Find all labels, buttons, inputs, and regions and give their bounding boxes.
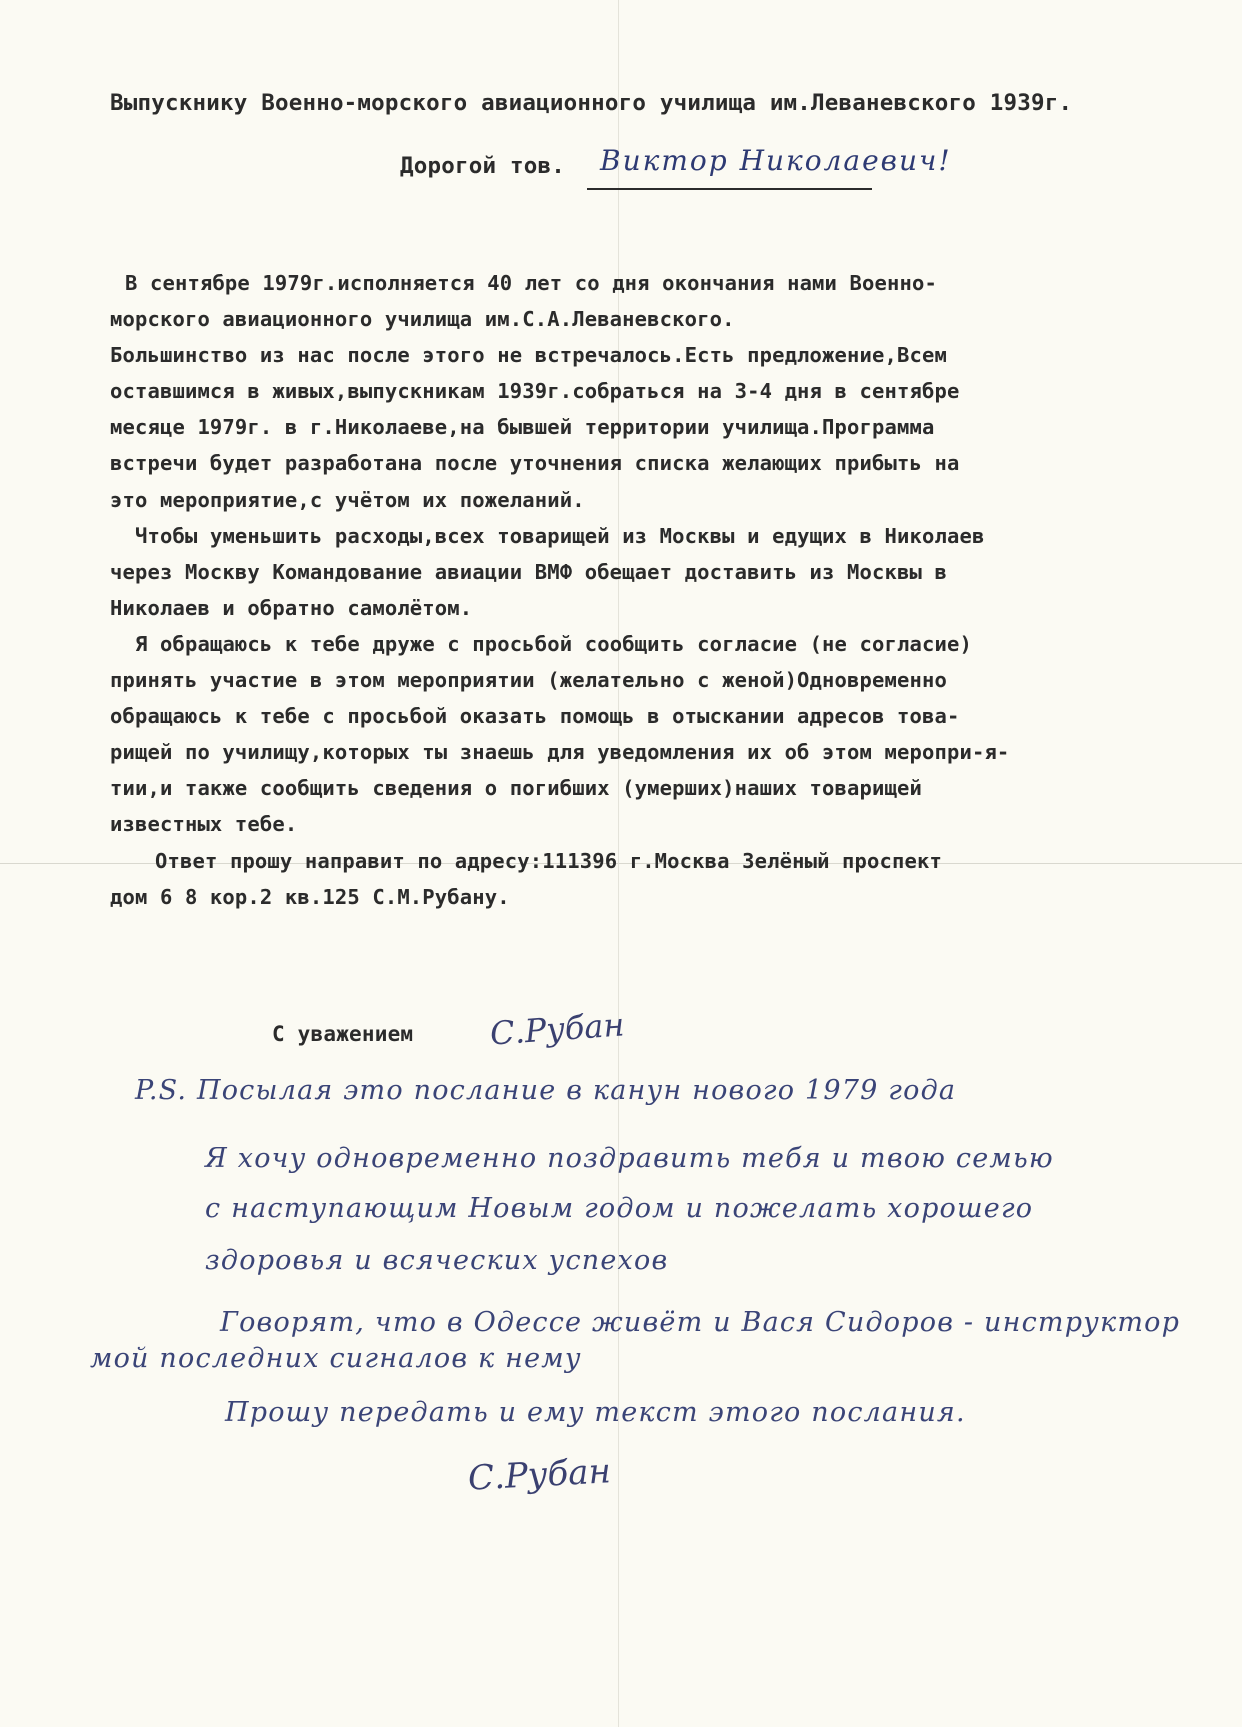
- postscript-line: P.S. Посылая это послание в канун нового 1979 года: [135, 1075, 957, 1106]
- postscript-signature-handwritten: С.Рубан: [467, 1451, 612, 1499]
- postscript-line: Говорят, что в Одессе живёт и Вася Сидоров - инструктор: [220, 1307, 1181, 1338]
- salutation-prefix: Дорогой тов.: [400, 153, 565, 179]
- postscript-line: Я хочу одновременно поздравить тебя и твою семью: [205, 1143, 1054, 1174]
- postscript-line: здоровья и всяческих успехов: [205, 1245, 669, 1276]
- body-line: встречи будет разработана после уточнения списка желающих прибыть на: [110, 451, 960, 476]
- postscript-line: мой последних сигналов к нему: [90, 1343, 582, 1374]
- body-line: принять участие в этом мероприятии (желательно с женой)Одновременно: [110, 668, 947, 693]
- body-line: через Москву Командование авиации ВМФ обещает доставить из Москвы в: [110, 559, 947, 584]
- body-line: рищей по училищу,которых ты знаешь для уведомления их об этом меропри-я-: [110, 740, 1010, 765]
- body-line: это мероприятие,с учётом их пожеланий.: [110, 487, 585, 512]
- body-line: месяце 1979г. в г.Николаеве,на бывшей территории училища.Программа: [110, 415, 935, 440]
- body-line: Чтобы уменьшить расходы,всех товарищей из Москвы и едущих в Николаев: [135, 523, 985, 548]
- body-line: Ответ прошу направит по адресу:111396 г.Москва Зелёный проспект: [155, 848, 942, 873]
- postscript-line: Прошу передать и ему текст этого послания.: [225, 1397, 966, 1428]
- body-line: Я обращаюсь к тебе друже с просьбой сообщить согласие (не согласие): [135, 631, 972, 656]
- letter-closing: С уважением: [272, 1022, 414, 1046]
- body-line: дом 6 8 кор.2 кв.125 С.М.Рубану.: [110, 884, 510, 909]
- salutation-underline: [587, 188, 872, 190]
- letter-body: [110, 265, 1185, 915]
- body-line: обращаюсь к тебе с просьбой оказать помощь в отыскании адресов това-: [110, 704, 960, 729]
- body-line: Николаев и обратно самолётом.: [110, 595, 473, 620]
- body-line: морского авиационного училища им.С.А.Леваневского.: [110, 307, 735, 332]
- body-line: тии,и также сообщить сведения о погибших (умерших)наших товарищей: [110, 776, 922, 801]
- signature-handwritten: С.Рубан: [488, 1005, 626, 1053]
- letter-addressee: Выпускнику Военно-морского авиационного училища им.Леваневского 1939г.: [110, 90, 1073, 116]
- salutation-name-handwritten: Виктор Николаевич!: [600, 144, 952, 177]
- body-line: В сентябре 1979г.исполняется 40 лет со дня окончания нами Военно-: [125, 271, 937, 295]
- postscript-line: с наступающим Новым годом и пожелать хорошего: [205, 1193, 1034, 1224]
- body-line: известных тебе.: [110, 812, 298, 837]
- body-line: оставшимся в живых,выпускникам 1939г.собраться на 3-4 дня в сентябре: [110, 379, 960, 404]
- body-line: Большинство из нас после этого не встречалось.Есть предложение,Всем: [110, 343, 947, 368]
